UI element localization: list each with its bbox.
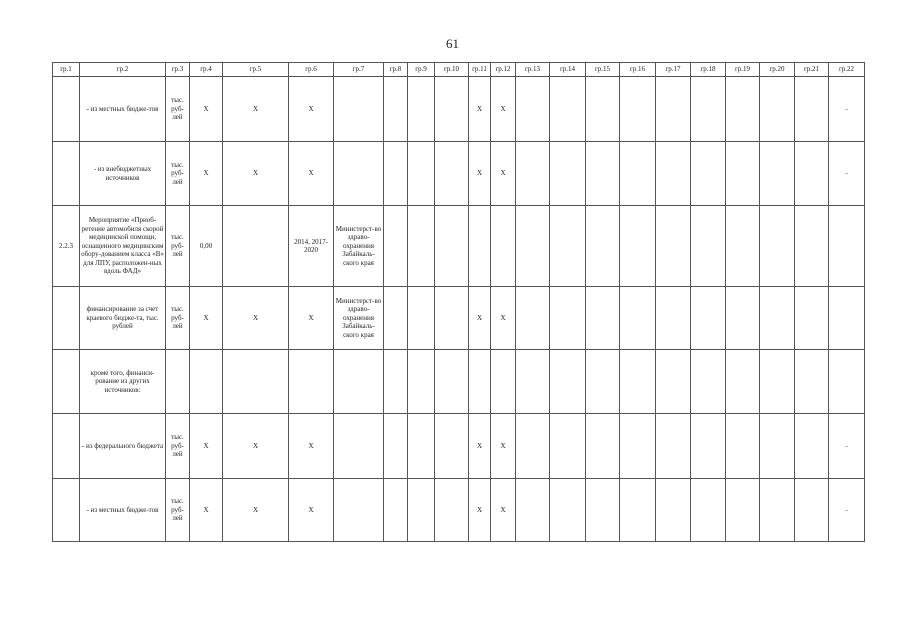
table-cell: X	[491, 142, 516, 206]
table-cell	[620, 77, 656, 142]
table-row	[53, 77, 865, 142]
table-cell	[435, 142, 469, 206]
table-cell: тыс. руб-лей	[166, 206, 190, 287]
table-cell: X	[289, 77, 334, 142]
table-cell	[586, 479, 620, 542]
table-cell	[656, 350, 691, 414]
table-cell	[726, 287, 760, 350]
table-cell	[408, 479, 435, 542]
table-cell	[586, 350, 620, 414]
table-cell	[384, 350, 408, 414]
table-cell	[408, 414, 435, 479]
table-cell	[620, 206, 656, 287]
table-cell: X	[289, 479, 334, 542]
header-cell: гр.20	[760, 63, 795, 77]
table-cell	[795, 350, 829, 414]
table-cell	[656, 479, 691, 542]
table-cell	[334, 479, 384, 542]
table-cell	[53, 479, 80, 542]
table-cell: -	[829, 414, 865, 479]
table-cell	[408, 206, 435, 287]
table-cell: X	[469, 77, 491, 142]
table-cell: тыс. руб-лей	[166, 479, 190, 542]
table-cell: X	[190, 479, 223, 542]
table-cell: тыс. руб-лей	[166, 287, 190, 350]
table-cell	[289, 350, 334, 414]
table-cell	[223, 350, 289, 414]
header-cell: гр.8	[384, 63, 408, 77]
header-cell: гр.3	[166, 63, 190, 77]
table-row	[53, 206, 865, 287]
table-cell: -	[829, 142, 865, 206]
table-cell	[334, 350, 384, 414]
header-cell: гр.2	[80, 63, 166, 77]
table-cell	[691, 77, 726, 142]
table-cell	[435, 77, 469, 142]
table-row	[53, 350, 865, 414]
table-cell: Министерст-во здраво-охранения Забайкаль-ского края	[334, 206, 384, 287]
table-cell: X	[469, 287, 491, 350]
table-cell	[656, 77, 691, 142]
table-cell: X	[223, 479, 289, 542]
table-cell: кроме того, финанси-рование из других источников:	[80, 350, 166, 414]
table-cell	[726, 479, 760, 542]
table-cell	[586, 206, 620, 287]
table-cell	[516, 206, 550, 287]
table-cell	[53, 350, 80, 414]
table-cell	[829, 206, 865, 287]
table-cell	[516, 350, 550, 414]
table-cell: - из внебюджетных источников	[80, 142, 166, 206]
page-number: 61	[446, 36, 459, 51]
table-cell	[656, 414, 691, 479]
table-cell	[726, 414, 760, 479]
table-cell	[435, 287, 469, 350]
table-cell: X	[491, 77, 516, 142]
table-cell	[550, 206, 586, 287]
table-cell	[691, 479, 726, 542]
header-cell: гр.17	[656, 63, 691, 77]
table-cell: X	[491, 479, 516, 542]
table-cell: X	[223, 142, 289, 206]
table-cell	[550, 479, 586, 542]
table-cell: 2014, 2017-2020	[289, 206, 334, 287]
table-row	[53, 479, 865, 542]
table-cell	[620, 142, 656, 206]
header-cell: гр.19	[726, 63, 760, 77]
table-cell	[691, 142, 726, 206]
table-cell	[795, 414, 829, 479]
table-cell	[469, 350, 491, 414]
table-cell	[586, 77, 620, 142]
table-cell	[550, 77, 586, 142]
table-cell	[795, 287, 829, 350]
header-cell: гр.22	[829, 63, 865, 77]
table-cell: -	[829, 479, 865, 542]
header-cell: гр.9	[408, 63, 435, 77]
table-cell	[408, 350, 435, 414]
table-cell: X	[223, 77, 289, 142]
table-cell	[760, 479, 795, 542]
header-cell: гр.5	[223, 63, 289, 77]
budget-table	[52, 62, 865, 542]
table-cell	[384, 479, 408, 542]
table-cell	[829, 350, 865, 414]
table-cell	[435, 206, 469, 287]
header-cell: гр.15	[586, 63, 620, 77]
table-cell	[586, 287, 620, 350]
table-cell	[223, 206, 289, 287]
table-cell	[760, 350, 795, 414]
table-cell	[469, 206, 491, 287]
table-cell	[760, 142, 795, 206]
table-cell	[760, 414, 795, 479]
table-cell: финансирование за счет краевого бюдже-та, тыс. рублей	[80, 287, 166, 350]
table-cell	[620, 287, 656, 350]
table-cell	[384, 414, 408, 479]
table-cell	[384, 287, 408, 350]
table-cell	[166, 350, 190, 414]
table-cell: тыс. руб-лей	[166, 142, 190, 206]
table-cell: Министерст-во здраво-охранения Забайкаль-ского края	[334, 287, 384, 350]
header-cell: гр.10	[435, 63, 469, 77]
table-cell	[53, 142, 80, 206]
header-cell: гр.13	[516, 63, 550, 77]
table-cell	[726, 206, 760, 287]
table-cell: X	[190, 414, 223, 479]
table-cell	[435, 350, 469, 414]
table-cell	[620, 414, 656, 479]
table-cell	[334, 77, 384, 142]
table-cell	[726, 142, 760, 206]
table-cell	[435, 414, 469, 479]
table-cell	[516, 287, 550, 350]
table-cell	[691, 206, 726, 287]
table-cell	[384, 206, 408, 287]
table-cell: X	[190, 142, 223, 206]
table-cell	[656, 206, 691, 287]
table-cell	[384, 142, 408, 206]
table-cell	[408, 142, 435, 206]
table-cell	[550, 142, 586, 206]
table-row	[53, 287, 865, 350]
table-cell	[586, 414, 620, 479]
table-cell	[53, 77, 80, 142]
table-cell	[435, 479, 469, 542]
table-cell	[550, 414, 586, 479]
table-cell	[550, 287, 586, 350]
header-cell: гр.16	[620, 63, 656, 77]
header-row	[53, 63, 865, 77]
table-cell	[516, 414, 550, 479]
table-cell	[586, 142, 620, 206]
header-cell: гр.6	[289, 63, 334, 77]
table-cell: X	[491, 287, 516, 350]
table-cell	[334, 414, 384, 479]
table-cell	[550, 350, 586, 414]
table-cell	[620, 350, 656, 414]
table-cell	[760, 287, 795, 350]
table-cell	[190, 350, 223, 414]
table-cell: X	[289, 414, 334, 479]
table-cell: X	[223, 287, 289, 350]
table-cell	[334, 142, 384, 206]
table-cell	[408, 287, 435, 350]
table-cell: X	[469, 142, 491, 206]
table-cell	[795, 77, 829, 142]
table-cell: Мероприятие «Приоб-ретение автомобиля скорой медицинской помощи, оснащенного медицинским обору-дованием класса «В» для ЛПУ, расположен-ных вдоль ФАД»	[80, 206, 166, 287]
table-cell	[53, 414, 80, 479]
table-cell	[656, 287, 691, 350]
header-cell: гр.18	[691, 63, 726, 77]
table-cell: X	[289, 287, 334, 350]
table-cell	[516, 77, 550, 142]
table-cell: X	[223, 414, 289, 479]
table-cell: X	[289, 142, 334, 206]
table-cell: тыс. руб-лей	[166, 414, 190, 479]
table-cell	[726, 350, 760, 414]
header-cell: гр.1	[53, 63, 80, 77]
table-cell	[691, 287, 726, 350]
header-cell: гр.11	[469, 63, 491, 77]
table-cell	[408, 77, 435, 142]
table-row	[53, 414, 865, 479]
table-cell	[795, 206, 829, 287]
table-cell: X	[190, 77, 223, 142]
table-cell: X	[190, 287, 223, 350]
table-cell	[829, 287, 865, 350]
table-row	[53, 142, 865, 206]
table-cell	[795, 479, 829, 542]
table-cell: X	[469, 479, 491, 542]
table-cell: X	[469, 414, 491, 479]
table-cell	[516, 142, 550, 206]
header-cell: гр.7	[334, 63, 384, 77]
table-cell: - из федерального бюджета	[80, 414, 166, 479]
table-cell	[491, 350, 516, 414]
table-cell	[384, 77, 408, 142]
table-cell	[726, 77, 760, 142]
table-cell	[491, 206, 516, 287]
table-cell: 0,00	[190, 206, 223, 287]
table-cell	[691, 414, 726, 479]
table-cell	[620, 479, 656, 542]
header-cell: гр.21	[795, 63, 829, 77]
table-cell	[53, 287, 80, 350]
table-cell	[516, 479, 550, 542]
table-cell	[691, 350, 726, 414]
table-cell: 2.2.3	[53, 206, 80, 287]
header-cell: гр.4	[190, 63, 223, 77]
table-cell: - из местных бюдже-тов	[80, 77, 166, 142]
table-cell: тыс. руб-лей	[166, 77, 190, 142]
table-cell	[760, 77, 795, 142]
table-cell: X	[491, 414, 516, 479]
table-cell: -	[829, 77, 865, 142]
table-cell	[795, 142, 829, 206]
header-cell: гр.14	[550, 63, 586, 77]
table-cell	[760, 206, 795, 287]
table-cell	[656, 142, 691, 206]
header-cell: гр.12	[491, 63, 516, 77]
table-cell: - из местных бюдже-тов	[80, 479, 166, 542]
